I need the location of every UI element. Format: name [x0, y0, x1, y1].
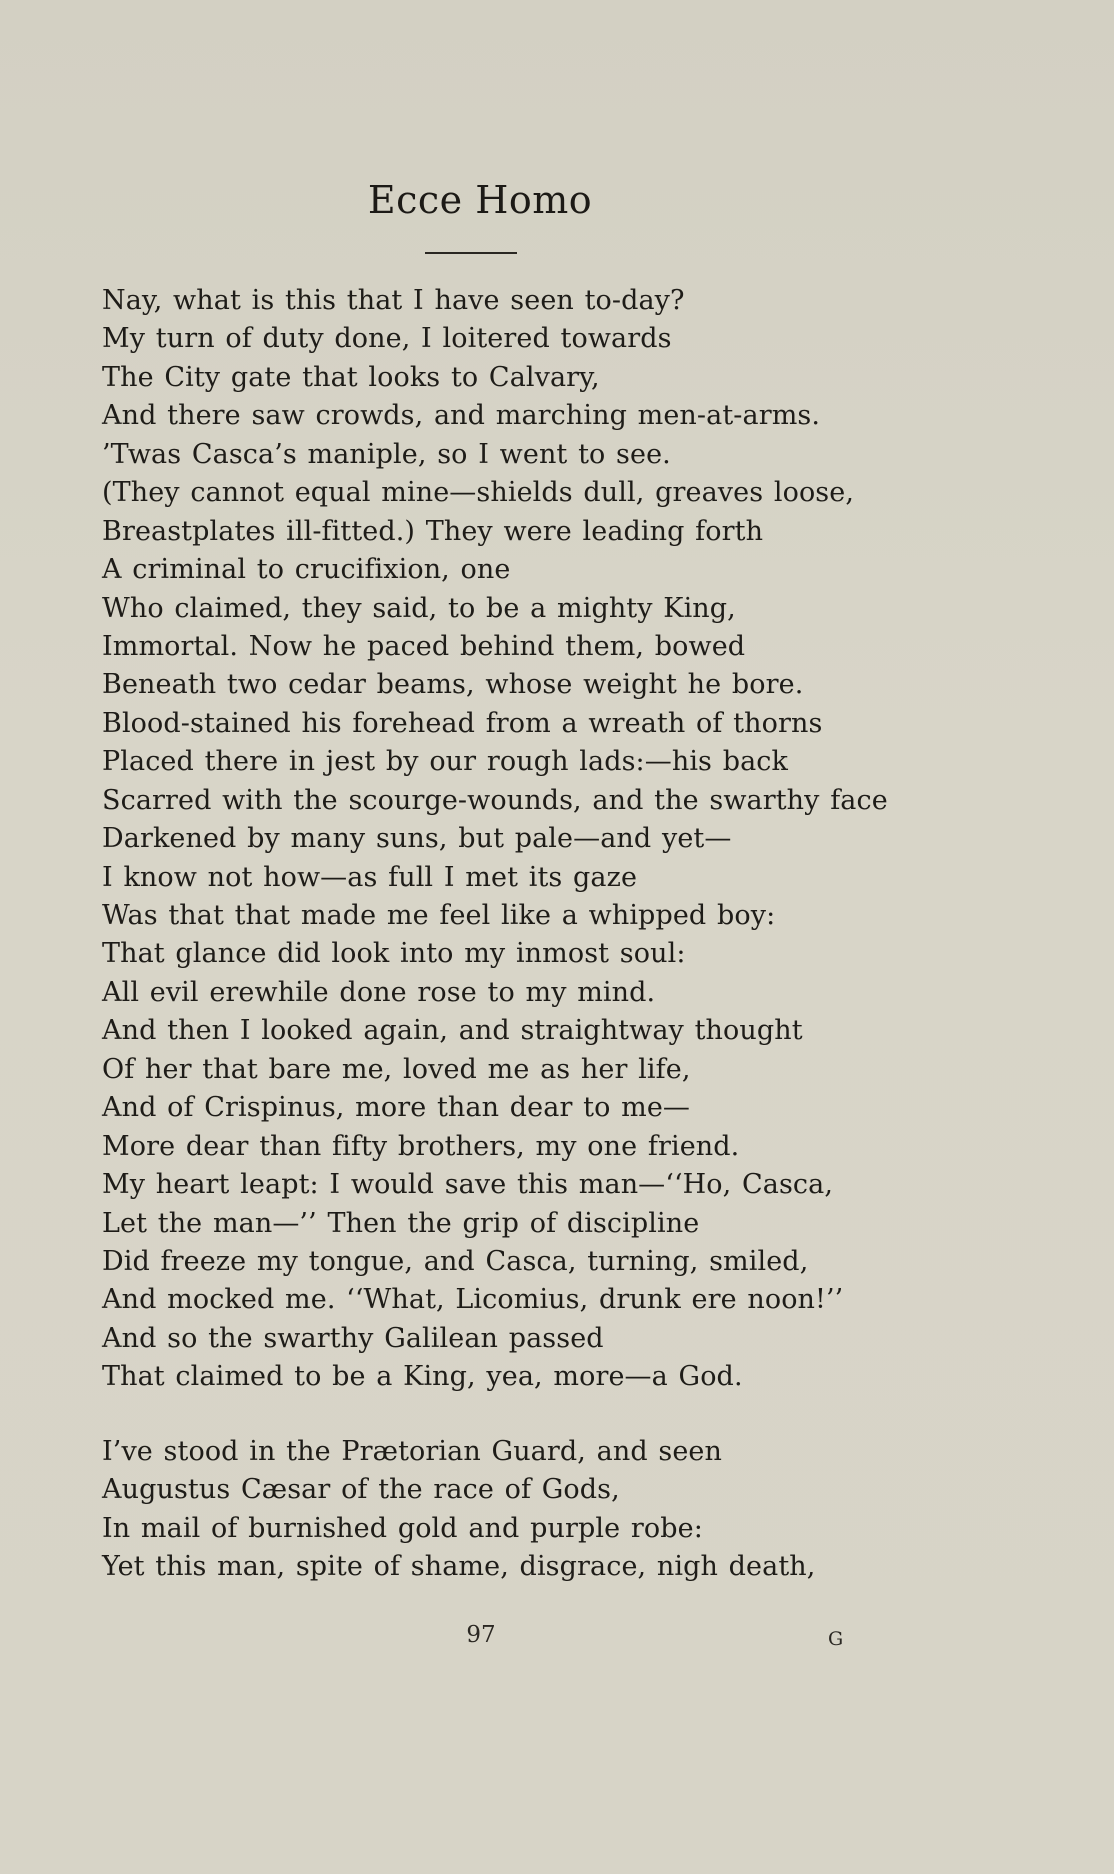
page-number: 97: [466, 1622, 496, 1648]
verse-line: More dear than fifty brothers, my one friend.: [102, 1130, 740, 1162]
verse-line: The City gate that looks to Calvary,: [102, 361, 600, 393]
verse-line: A criminal to crucifixion, one: [102, 554, 511, 586]
verse-line: Darkened by many suns, but pale—and yet—: [102, 823, 732, 855]
verse-line: All evil erewhile done rose to my mind.: [102, 976, 656, 1008]
verse-line: Of her that bare me, loved me as her life,: [102, 1053, 691, 1085]
verse-line: My turn of duty done, I loitered towards: [102, 323, 672, 355]
verse-line: I’ve stood in the Prætorian Guard, and seen: [102, 1436, 722, 1467]
verse-line: Beneath two cedar beams, whose weight he bore.: [102, 669, 804, 701]
verse-line: Who claimed, they said, to be a mighty King,: [102, 592, 736, 624]
verse-line: That claimed to be a King, yea, more—a God.: [102, 1361, 743, 1393]
verse-line: And mocked me. ‘‘What, Licomius, drunk ere noon!’’: [102, 1284, 844, 1316]
verse-line: Was that that made me feel like a whipped boy:: [102, 900, 776, 931]
verse-line: And there saw crowds, and marching men-at-arms.: [102, 400, 821, 432]
verse-line: I know not how—as full I met its gaze: [102, 861, 638, 893]
verse-line: (They cannot equal mine—shields dull, greaves loose,: [102, 477, 855, 509]
verse-line: Yet this man, spite of shame, disgrace, nigh death,: [102, 1551, 816, 1583]
verse-line: And so the swarthy Galilean passed: [102, 1322, 604, 1354]
verse-line: That glance did look into my inmost soul:: [102, 938, 686, 970]
verse-line: In mail of burnished gold and purple robe:: [102, 1512, 703, 1544]
verse-line: Scarred with the scourge-wounds, and the swarthy face: [102, 784, 888, 816]
verse-line: Blood-stained his forehead from a wreath of thorns: [102, 707, 823, 739]
verse-line: Placed there in jest by our rough lads:—his back: [102, 746, 788, 778]
stanza-2: [102, 1433, 815, 1587]
verse-line: And then I looked again, and straightway thought: [102, 1015, 803, 1047]
verse-line: Let the man—’’ Then the grip of discipline: [102, 1207, 700, 1239]
verse-line: Augustus Cæsar of the race of Gods,: [102, 1474, 620, 1506]
poem-title: Ecce Homo: [367, 178, 593, 222]
verse-line: ’Twas Casca’s maniple, so I went to see.: [102, 438, 671, 470]
title-divider: [425, 252, 517, 254]
verse-line: Nay, what is this that I have seen to-day?: [102, 285, 685, 316]
signature-mark: G: [828, 1628, 844, 1650]
verse-line: My heart leapt: I would save this man—‘‘Ho, Casca,: [102, 1169, 834, 1201]
verse-line: Breastplates ill-fitted.) They were leading forth: [102, 515, 764, 547]
verse-line: Immortal. Now he paced behind them, bowed: [102, 630, 746, 662]
verse-line: Did freeze my tongue, and Casca, turning, smiled,: [102, 1245, 809, 1277]
stanza-1: [102, 282, 888, 1397]
verse-line: And of Crispinus, more than dear to me—: [102, 1092, 691, 1124]
